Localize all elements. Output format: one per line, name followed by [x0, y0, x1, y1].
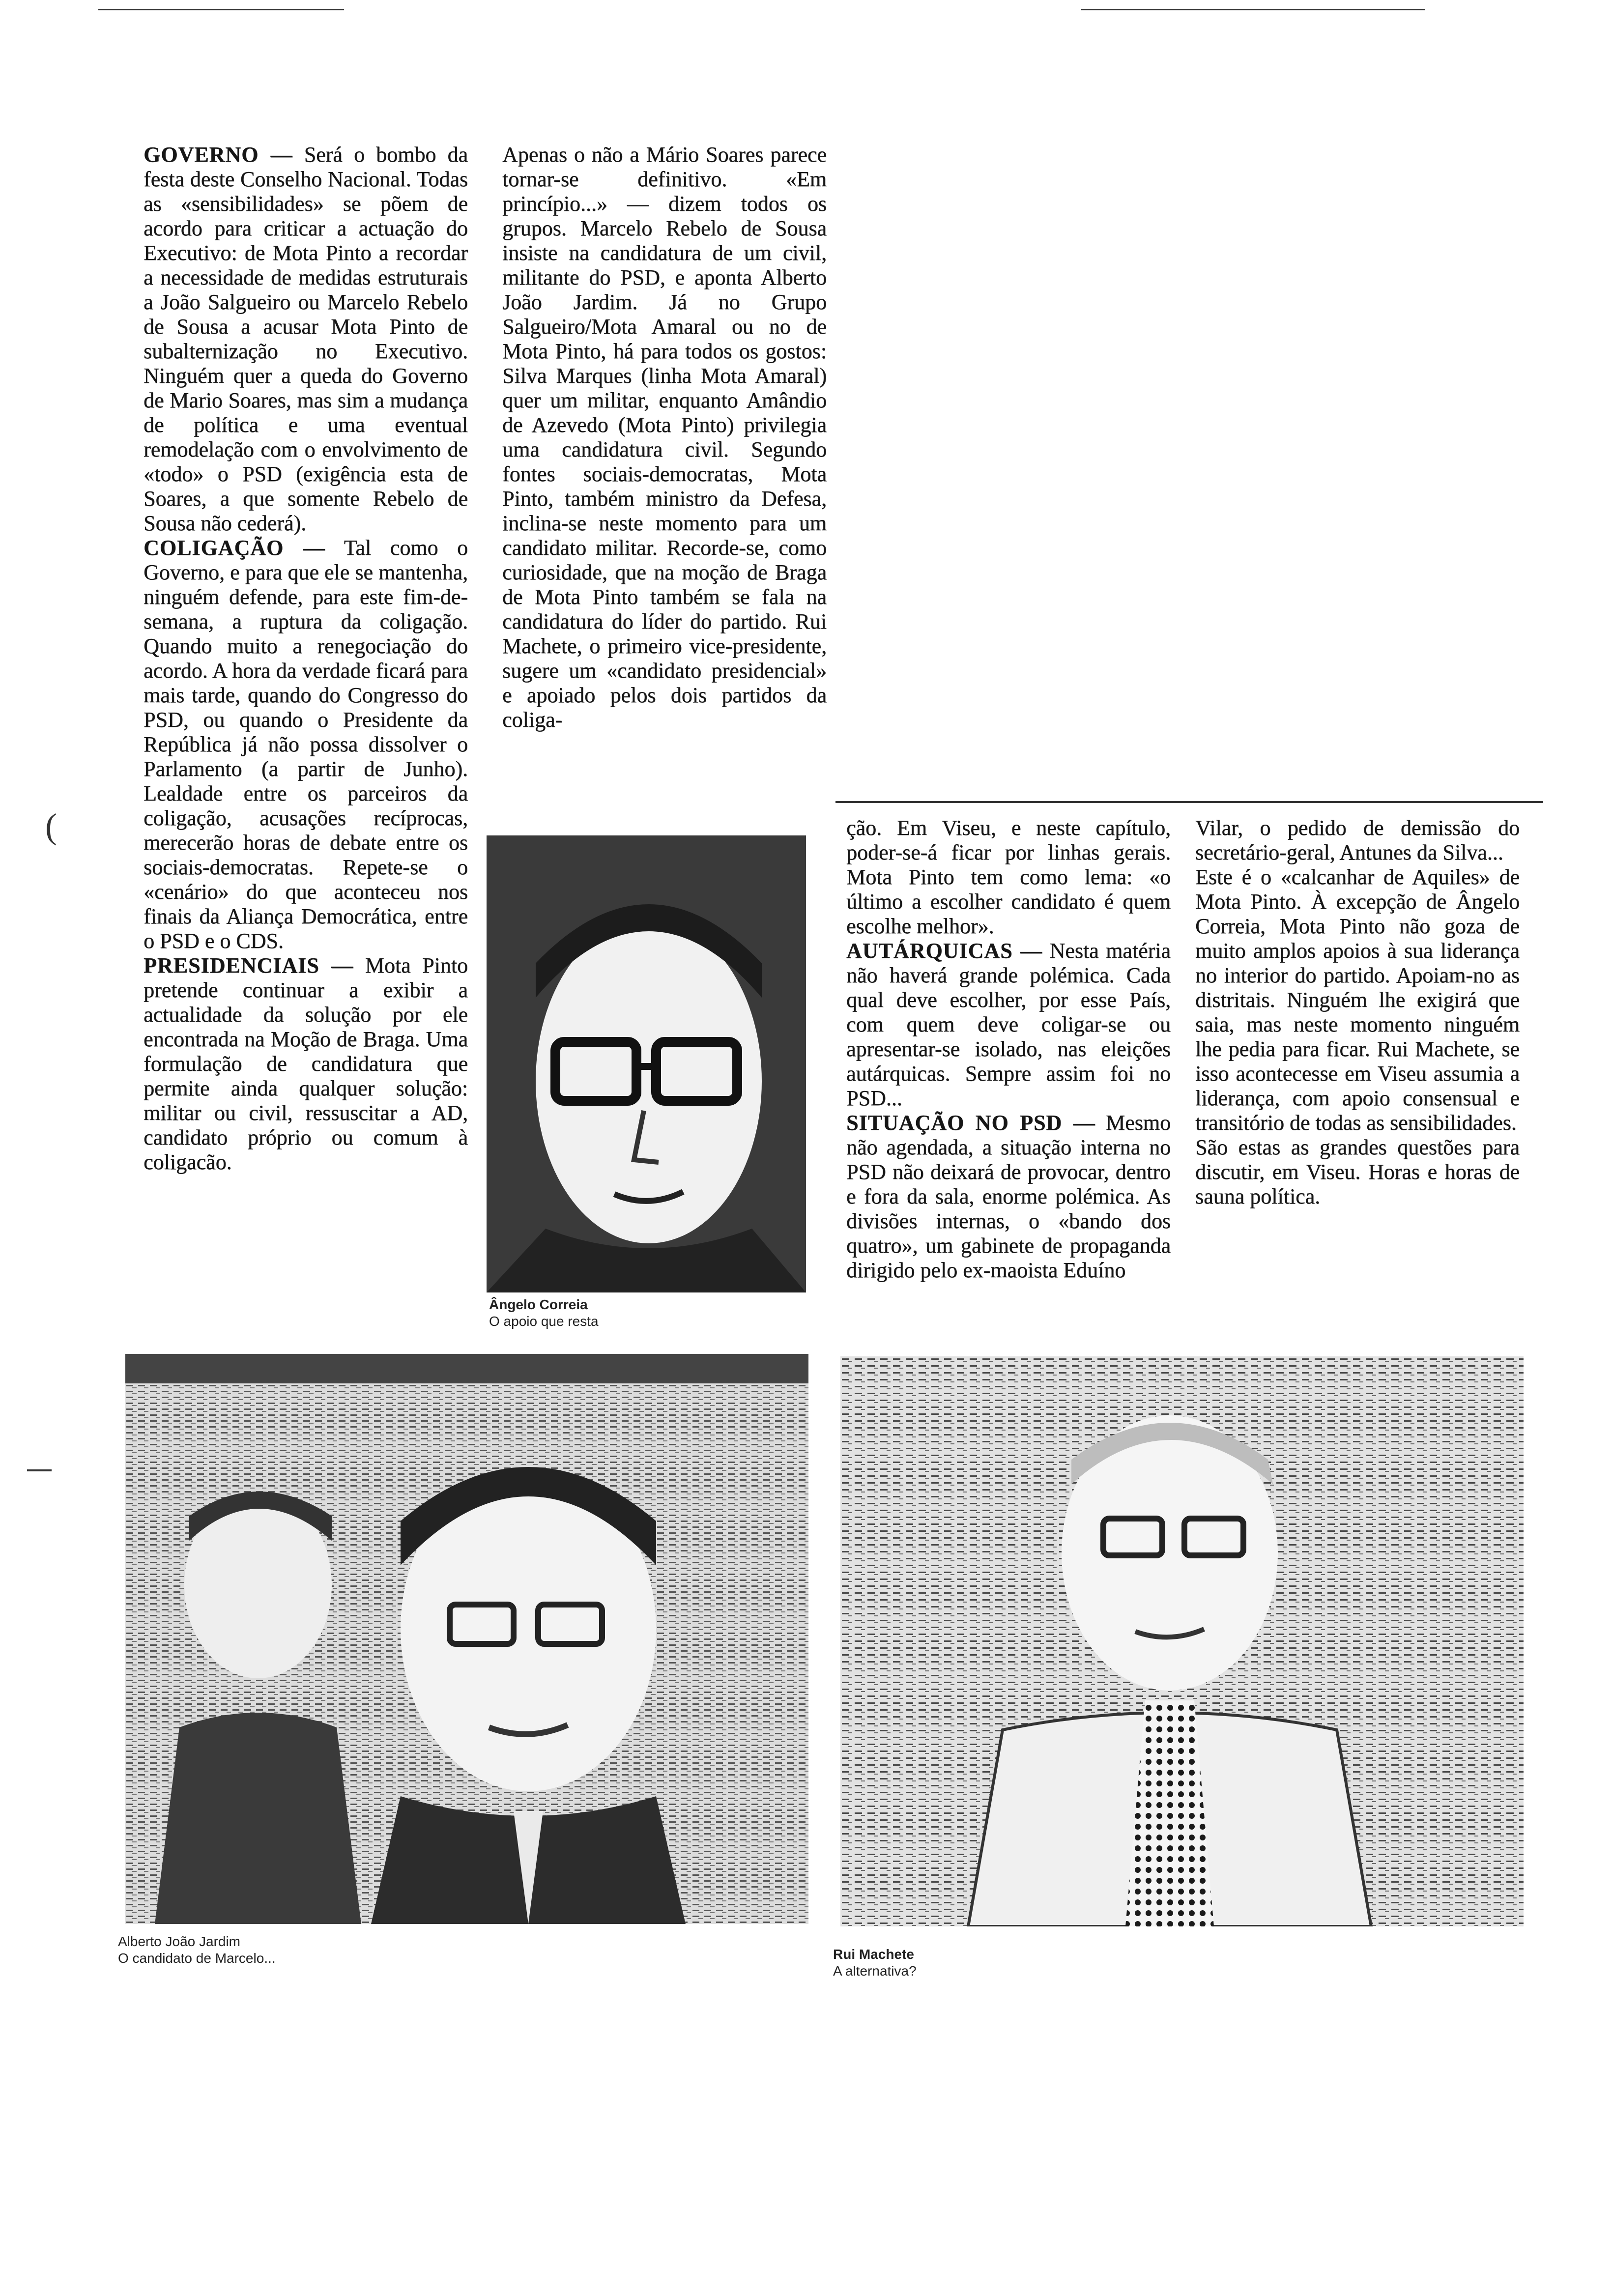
paragraph-questoes: [1195, 1135, 1520, 1209]
paragraph-autarquicas: [846, 939, 1171, 1111]
photo-angelo-correia: [487, 835, 806, 1292]
text-vilar: Vilar, o pedido de demissão do secretário-geral, Antunes da Silva...: [1195, 816, 1520, 864]
portrait-jardim-icon: [125, 1354, 808, 1924]
caption-angelo-correia: [489, 1296, 735, 1330]
paragraph-vilar: [1195, 816, 1520, 865]
article-column-1: [144, 143, 468, 1332]
text-situacao: Mesmo não agendada, a situação interna no PSD não deixará de provocar, dentro e fora da sala, enorme polémica. As divisões internas, o «bando dos quatro», um gabinete de propaganda dirigido pelo ex-maoista Eduíno: [846, 1111, 1171, 1282]
photo-alberto-joao-jardim: [125, 1354, 808, 1924]
column-rule: [835, 801, 1543, 803]
caption-rui-machete: [833, 1946, 1079, 1980]
paragraph-viseu: [846, 816, 1171, 939]
paragraph-presidenciais: [144, 953, 468, 1175]
caption-angelo-name: Ângelo Correia: [489, 1297, 588, 1312]
margin-bracket-mark: (: [45, 806, 57, 846]
caption-machete-name: Rui Machete: [833, 1947, 914, 1962]
caption-jardim-text: O candidato de Marcelo...: [118, 1951, 276, 1966]
top-rule-left: [98, 9, 344, 10]
caption-alberto-joao-jardim: [118, 1933, 462, 1967]
paragraph-coligacao: [144, 536, 468, 953]
lead-presidenciais: PRESIDENCIAIS —: [144, 953, 354, 977]
text-presidenciais: Mota Pinto pretende continuar a exibir a actualidade da solução por ele encontrada na Moção de Braga. Uma formulação de candidatura que permite ainda qualquer solução: militar ou civil, ressuscitar a AD, candidato próprio ou comum à coligacão.: [144, 953, 468, 1174]
top-rule-right: [1081, 9, 1425, 10]
paragraph-situacao: [846, 1111, 1171, 1283]
margin-dash-mark: [27, 1469, 52, 1471]
caption-machete-text: A alternativa?: [833, 1963, 917, 1979]
text-coligacao: Tal como o Governo, e para que ele se mantenha, ninguém defende, para este fim-de-semana, a ruptura da coligação. Quando muito a renegociação do acordo. A hora da verdade ficará para mais tarde, quando do Congresso do PSD, ou quando o Presidente da República já não possa dissolver o Parlamento (a partir de Junho). Lealdade entre os parceiros da coligação, acusações recíprocas, merecerão horas de debate entre os sociais-democratas. Repete-se o «cenário» do que aconteceu nos finais da Aliança Democrática, entre o PSD e o CDS.: [144, 536, 468, 953]
caption-jardim-name: Alberto João Jardim: [118, 1934, 241, 1949]
article-column-2: [502, 143, 827, 811]
paragraph-governo: [144, 143, 468, 536]
article-column-4: [1195, 816, 1520, 1332]
paragraph-candidatura: [502, 143, 827, 732]
lead-situacao: SITUAÇÃO NO PSD —: [846, 1111, 1095, 1135]
portrait-angelo-icon: [487, 835, 806, 1292]
portrait-machete-icon: [840, 1356, 1524, 1926]
lead-autarquicas: AUTÁRQUICAS —: [846, 939, 1043, 963]
text-questoes: São estas as grandes questões para discutir, em Viseu. Horas e horas de sauna política.: [1195, 1135, 1520, 1208]
text-viseu: ção. Em Viseu, e neste capítulo, poder-se-á ficar por linhas gerais. Mota Pinto tem como lema: «o último a escolher candidato é quem escolhe melhor».: [846, 816, 1171, 938]
text-autarquicas: Nesta matéria não haverá grande polémica. Cada qual deve escolher, por esse País, com quem deve coligar-se ou apresentar-se isolado, nas eleições autárquicas. Sempre assim foi no PSD...: [846, 939, 1171, 1110]
caption-angelo-text: O apoio que resta: [489, 1314, 599, 1329]
text-calcanhar: Este é o «calcanhar de Aquiles» de Mota Pinto. À excepção de Ângelo Correia, Mota Pinto não goza de muito amplos apoios à sua liderança no interior do partido. Apoiam-no as distritais. Ninguém lhe exigirá que saia, mas neste momento ninguém lhe pedia para ficar. Rui Machete, se isso acontecesse em Viseu assumia a liderança, com apoio consensual e transitório de todas as sensibilidades.: [1195, 865, 1520, 1135]
text-governo: Será o bombo da festa deste Conselho Nacional. Todas as «sensibilidades» se põem de acordo para criticar a actuação do Executivo: de Mota Pinto a recordar a necessidade de medidas estruturais a João Salgueiro ou Marcelo Rebelo de Sousa a acusar Mota Pinto de subalternização no Executivo. Ninguém quer a queda do Governo de Mario Soares, mas sim a mudança de política e uma eventual remodelação com o envolvimento de «todo» o PSD (exigência esta de Soares, a que somente Rebelo de Sousa não cederá).: [144, 143, 468, 535]
photo-rui-machete: [840, 1356, 1524, 1926]
lead-coligacao: COLIGAÇÃO —: [144, 536, 325, 560]
article-column-3: [846, 816, 1171, 1332]
paragraph-calcanhar: [1195, 865, 1520, 1135]
text-candidatura: Apenas o não a Mário Soares parece tornar-se definitivo. «Em princípio...» — dizem todos os grupos. Marcelo Rebelo de Sousa insiste na candidatura de um civil, militante do PSD, e aponta Alberto João Jardim. Já no Grupo Salgueiro/Mota Amaral ou no de Mota Pinto, há para todos os gostos: Silva Marques (linha Mota Amaral) quer um militar, enquanto Amândio de Azevedo (Mota Pinto) privilegia uma candidatura civil. Segundo fontes sociais-democratas, Mota Pinto, também ministro da Defesa, inclina-se neste momento para um candidato militar. Recorde-se, como curiosidade, que na moção de Braga de Mota Pinto também se fala na candidatura do líder do partido. Rui Machete, o primeiro vice-presidente, sugere um «candidato presidencial» e apoiado pelos dois partidos da coliga-: [502, 143, 827, 732]
lead-governo: GOVERNO —: [144, 143, 293, 167]
